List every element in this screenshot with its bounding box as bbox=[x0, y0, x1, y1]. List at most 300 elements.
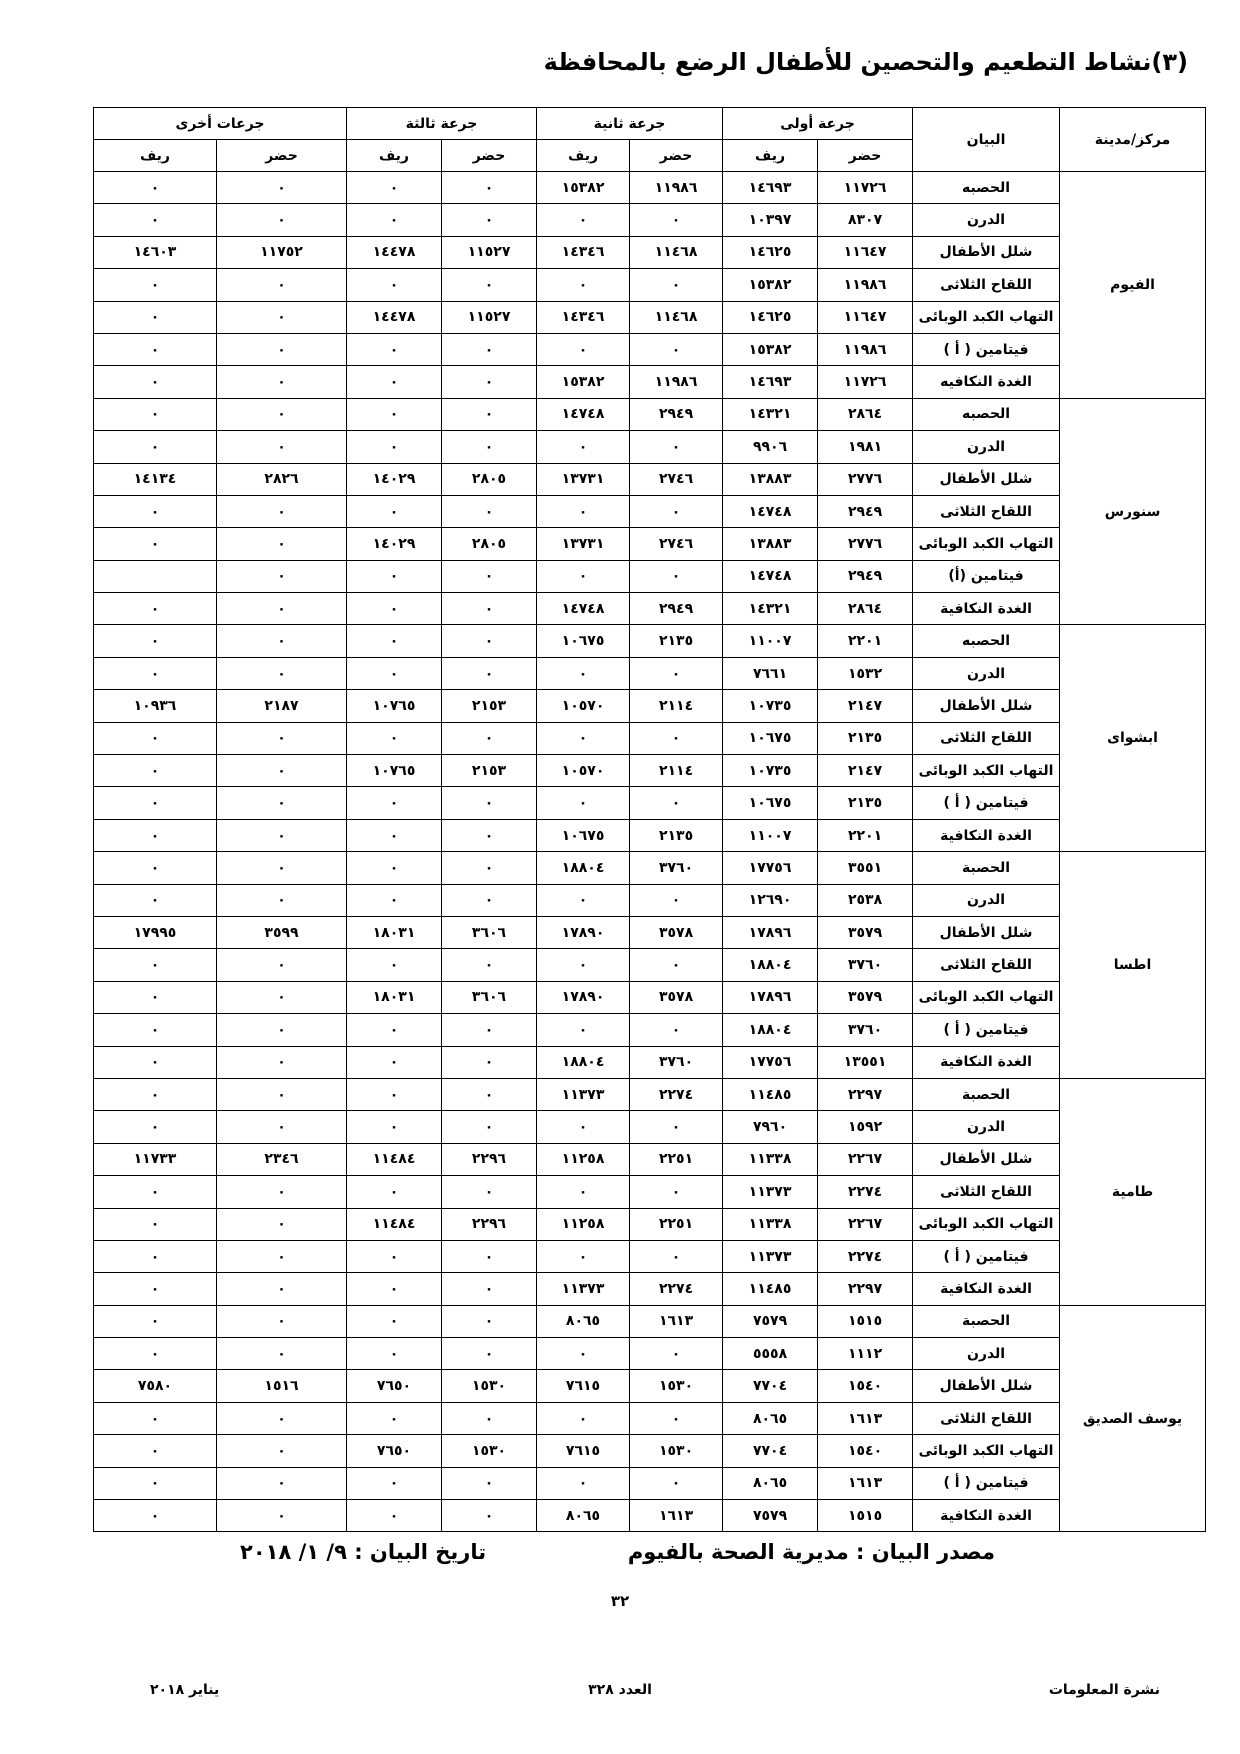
table-row bbox=[94, 755, 1206, 787]
value-cell: ٩٩٠٦ bbox=[723, 431, 818, 463]
value-cell: ٠ bbox=[442, 593, 537, 625]
table-row bbox=[94, 852, 1206, 884]
vaccine-name: الغدة النكافية bbox=[913, 593, 1060, 625]
value-cell: ٢٣٤٦ bbox=[217, 1143, 347, 1175]
value-cell: ١٤٣٢١ bbox=[723, 593, 818, 625]
value-cell: ٧٩٦٠ bbox=[723, 1111, 818, 1143]
header-urban: حضر bbox=[442, 140, 537, 172]
value-cell: ٢٨٠٥ bbox=[442, 528, 537, 560]
value-cell: ٠ bbox=[537, 722, 630, 754]
vaccine-name: شلل الأطفال bbox=[913, 690, 1060, 722]
value-cell: ١٤٧٤٨ bbox=[723, 560, 818, 592]
center-name: ابشواى bbox=[1060, 625, 1206, 852]
table-row bbox=[94, 1338, 1206, 1370]
value-cell: ٠ bbox=[442, 1176, 537, 1208]
value-cell: ١١٦٤٧ bbox=[818, 236, 913, 268]
value-cell: ٢٢٥١ bbox=[630, 1143, 723, 1175]
value-cell: ٠ bbox=[94, 1078, 217, 1110]
value-cell: ٢٩٤٩ bbox=[818, 495, 913, 527]
value-cell: ٠ bbox=[537, 884, 630, 916]
value-cell: ١٤٠٢٩ bbox=[347, 528, 442, 560]
value-cell: ٠ bbox=[217, 1046, 347, 1078]
value-cell: ٢١١٤ bbox=[630, 755, 723, 787]
value-cell: ٠ bbox=[217, 1338, 347, 1370]
value-cell: ١١٩٨٦ bbox=[818, 333, 913, 365]
value-cell: ٠ bbox=[630, 1240, 723, 1272]
value-cell: ٠ bbox=[94, 1240, 217, 1272]
value-cell: ٠ bbox=[94, 1402, 217, 1434]
value-cell: ١١٧٢٦ bbox=[818, 366, 913, 398]
value-cell: ١١٤٨٥ bbox=[723, 1078, 818, 1110]
value-cell: ٠ bbox=[217, 1176, 347, 1208]
value-cell: ٠ bbox=[94, 722, 217, 754]
vaccine-name: اللقاح الثلاثى bbox=[913, 1402, 1060, 1434]
value-cell: ٠ bbox=[94, 1176, 217, 1208]
value-cell: ٣٥٧٨ bbox=[630, 981, 723, 1013]
value-cell: ١٠٧٣٥ bbox=[723, 690, 818, 722]
vaccine-name: فيتامين (أ) bbox=[913, 560, 1060, 592]
value-cell: ٢٨٠٥ bbox=[442, 463, 537, 495]
value-cell: ٠ bbox=[347, 1240, 442, 1272]
header-urban: حضر bbox=[630, 140, 723, 172]
value-cell: ٢٧٤٦ bbox=[630, 528, 723, 560]
value-cell: ٣٥٥١ bbox=[818, 852, 913, 884]
table-row bbox=[94, 269, 1206, 301]
value-cell: ٠ bbox=[442, 172, 537, 204]
value-cell: ١٨٨٠٤ bbox=[723, 949, 818, 981]
value-cell: ٠ bbox=[347, 1046, 442, 1078]
value-cell: ٠ bbox=[347, 657, 442, 689]
value-cell: ٠ bbox=[347, 366, 442, 398]
value-cell: ٢٨٦٤ bbox=[818, 398, 913, 430]
value-cell: ٠ bbox=[217, 301, 347, 333]
value-cell: ٠ bbox=[94, 1467, 217, 1499]
value-cell: ٠ bbox=[442, 366, 537, 398]
header-dose-2: جرعة ثانية bbox=[537, 108, 723, 140]
value-cell: ٠ bbox=[537, 204, 630, 236]
table-row bbox=[94, 236, 1206, 268]
value-cell: ٠ bbox=[217, 625, 347, 657]
value-cell: ٠ bbox=[442, 1338, 537, 1370]
value-cell: ٠ bbox=[217, 269, 347, 301]
value-cell: ٠ bbox=[347, 333, 442, 365]
table-row bbox=[94, 819, 1206, 851]
value-cell: ١٠٣٩٧ bbox=[723, 204, 818, 236]
value-cell: ٢٨٦٤ bbox=[818, 593, 913, 625]
value-cell: ٠ bbox=[442, 398, 537, 430]
value-cell: ١١٥٢٧ bbox=[442, 236, 537, 268]
value-cell: ٢٨٢٦ bbox=[217, 463, 347, 495]
value-cell: ١١٤٨٤ bbox=[347, 1143, 442, 1175]
header-dose-3: جرعة ثالثة bbox=[347, 108, 537, 140]
vaccine-name: الحصبة bbox=[913, 1305, 1060, 1337]
value-cell: ٠ bbox=[442, 657, 537, 689]
value-cell: ٠ bbox=[94, 1208, 217, 1240]
value-cell: ١٦١٣ bbox=[630, 1500, 723, 1532]
value-cell: ٨٠٦٥ bbox=[537, 1305, 630, 1337]
value-cell: ٠ bbox=[217, 787, 347, 819]
value-cell: ١٤٦٢٥ bbox=[723, 301, 818, 333]
table-row bbox=[94, 463, 1206, 495]
value-cell: ٠ bbox=[630, 1176, 723, 1208]
value-cell: ٢١٥٣ bbox=[442, 690, 537, 722]
table-row bbox=[94, 1176, 1206, 1208]
value-cell: ١١٤٨٤ bbox=[347, 1208, 442, 1240]
value-cell: ٠ bbox=[217, 981, 347, 1013]
header-urban: حضر bbox=[217, 140, 347, 172]
value-cell: ١٥١٥ bbox=[818, 1305, 913, 1337]
value-cell: ٠ bbox=[217, 1305, 347, 1337]
value-cell: ٠ bbox=[217, 1208, 347, 1240]
value-cell: ٠ bbox=[442, 1402, 537, 1434]
value-cell: ١١٤٦٨ bbox=[630, 301, 723, 333]
value-cell: ١٩٨١ bbox=[818, 431, 913, 463]
value-cell: ١٥٤٠ bbox=[818, 1370, 913, 1402]
value-cell: ٠ bbox=[217, 1500, 347, 1532]
value-cell: ٧٦١٥ bbox=[537, 1370, 630, 1402]
value-cell: ٠ bbox=[347, 398, 442, 430]
value-cell: ١٤٣٤٦ bbox=[537, 301, 630, 333]
value-cell: ٠ bbox=[217, 884, 347, 916]
table-row bbox=[94, 1370, 1206, 1402]
vaccine-name: التهاب الكبد الوبائى bbox=[913, 755, 1060, 787]
value-cell: ١٤٤٧٨ bbox=[347, 301, 442, 333]
value-cell: ٧٦٦١ bbox=[723, 657, 818, 689]
value-cell: ٠ bbox=[94, 1435, 217, 1467]
header-dose-1: جرعة أولى bbox=[723, 108, 913, 140]
value-cell: ١٥٣٢ bbox=[818, 657, 913, 689]
value-cell: ١١٩٨٦ bbox=[630, 366, 723, 398]
footer-issue: العدد ٣٢٨ bbox=[588, 1682, 652, 1698]
value-cell: ٠ bbox=[630, 269, 723, 301]
value-cell: ٠ bbox=[217, 593, 347, 625]
value-cell: ٠ bbox=[217, 1240, 347, 1272]
table-row bbox=[94, 1467, 1206, 1499]
value-cell: ١٤٦٢٥ bbox=[723, 236, 818, 268]
value-cell: ٠ bbox=[217, 204, 347, 236]
value-cell: ٠ bbox=[442, 787, 537, 819]
table-row bbox=[94, 1014, 1206, 1046]
value-cell: ٣٥٧٩ bbox=[818, 981, 913, 1013]
value-cell: ٠ bbox=[94, 495, 217, 527]
value-cell: ٢٩٤٩ bbox=[630, 398, 723, 430]
header-rural: ريف bbox=[537, 140, 630, 172]
value-cell: ٠ bbox=[442, 949, 537, 981]
value-cell: ١٤٧٤٨ bbox=[723, 495, 818, 527]
value-cell: ٠ bbox=[537, 949, 630, 981]
value-cell: ٠ bbox=[347, 1500, 442, 1532]
value-cell: ٠ bbox=[442, 884, 537, 916]
table-row bbox=[94, 398, 1206, 430]
value-cell: ١٠٥٧٠ bbox=[537, 755, 630, 787]
value-cell: ٠ bbox=[442, 1078, 537, 1110]
value-cell: ١٤١٣٤ bbox=[94, 463, 217, 495]
value-cell: ٠ bbox=[537, 1338, 630, 1370]
table-row bbox=[94, 560, 1206, 592]
value-cell: ١٧٨٩٠ bbox=[537, 916, 630, 948]
value-cell: ١٧٧٥٦ bbox=[723, 1046, 818, 1078]
value-cell: ١٥٣٠ bbox=[630, 1435, 723, 1467]
value-cell: ٠ bbox=[94, 301, 217, 333]
value-cell: ٠ bbox=[347, 1338, 442, 1370]
value-cell: ٠ bbox=[442, 204, 537, 236]
value-cell: ٣٦٠٦ bbox=[442, 981, 537, 1013]
value-cell: ٠ bbox=[217, 398, 347, 430]
vaccine-name: الغدة النكافيه bbox=[913, 366, 1060, 398]
value-cell: ٠ bbox=[217, 431, 347, 463]
vaccine-name: الحصبه bbox=[913, 172, 1060, 204]
value-cell: ١١٦٤٧ bbox=[818, 301, 913, 333]
value-cell: ٠ bbox=[217, 1111, 347, 1143]
value-cell: ٠ bbox=[94, 1046, 217, 1078]
value-cell: ٠ bbox=[630, 657, 723, 689]
value-cell: ٧٦٥٠ bbox=[347, 1370, 442, 1402]
value-cell: ٠ bbox=[537, 560, 630, 592]
value-cell: ١١٤٦٨ bbox=[630, 236, 723, 268]
value-cell: ٠ bbox=[94, 1305, 217, 1337]
value-cell: ٢١٣٥ bbox=[630, 819, 723, 851]
value-cell: ٠ bbox=[442, 560, 537, 592]
value-cell: ٣٦٠٦ bbox=[442, 916, 537, 948]
value-cell: ٢٢٠١ bbox=[818, 625, 913, 657]
value-cell: ٠ bbox=[94, 333, 217, 365]
table-row bbox=[94, 1500, 1206, 1532]
vaccine-name: الحصبه bbox=[913, 625, 1060, 657]
header-row-doses bbox=[94, 108, 1206, 140]
value-cell: ٠ bbox=[94, 431, 217, 463]
value-cell: ١٧٧٥٦ bbox=[723, 852, 818, 884]
value-cell: ٨٠٦٥ bbox=[723, 1467, 818, 1499]
value-cell: ٠ bbox=[217, 657, 347, 689]
value-cell: ٠ bbox=[442, 431, 537, 463]
value-cell: ٢٢٩٦ bbox=[442, 1208, 537, 1240]
vaccine-name: التهاب الكبد الوبائى bbox=[913, 1435, 1060, 1467]
value-cell: ٠ bbox=[94, 949, 217, 981]
value-cell: ١١٧٥٢ bbox=[217, 236, 347, 268]
value-cell: ٥٥٥٨ bbox=[723, 1338, 818, 1370]
value-cell: ٠ bbox=[94, 819, 217, 851]
table-row bbox=[94, 204, 1206, 236]
value-cell: ٢١٥٣ bbox=[442, 755, 537, 787]
value-cell: ١١٥٢٧ bbox=[442, 301, 537, 333]
value-cell: ١٣٥٥١ bbox=[818, 1046, 913, 1078]
vaccine-name: التهاب الكبد الوبائى bbox=[913, 981, 1060, 1013]
value-cell: ٣٥٧٩ bbox=[818, 916, 913, 948]
value-cell: ٢١٨٧ bbox=[217, 690, 347, 722]
date-note: تاريخ البيان : ٩/ ١/ ٢٠١٨ bbox=[240, 1540, 487, 1564]
value-cell: ٠ bbox=[630, 204, 723, 236]
table-row bbox=[94, 1143, 1206, 1175]
table-row bbox=[94, 1435, 1206, 1467]
value-cell: ٠ bbox=[347, 787, 442, 819]
center-name: سنورس bbox=[1060, 398, 1206, 625]
value-cell: ١٥٩٢ bbox=[818, 1111, 913, 1143]
value-cell: ٠ bbox=[94, 1273, 217, 1305]
value-cell: ٣٥٧٨ bbox=[630, 916, 723, 948]
value-cell: ١٧٨٩٦ bbox=[723, 916, 818, 948]
value-cell: ٠ bbox=[630, 884, 723, 916]
center-name: طامية bbox=[1060, 1078, 1206, 1305]
value-cell: ١١٣٧٣ bbox=[537, 1273, 630, 1305]
value-cell: ١٠٩٣٦ bbox=[94, 690, 217, 722]
value-cell: ٠ bbox=[442, 333, 537, 365]
value-cell: ٠ bbox=[347, 204, 442, 236]
value-cell: ٠ bbox=[94, 1338, 217, 1370]
value-cell: ٠ bbox=[347, 625, 442, 657]
vaccine-name: شلل الأطفال bbox=[913, 463, 1060, 495]
value-cell: ٨٣٠٧ bbox=[818, 204, 913, 236]
value-cell: ٠ bbox=[442, 1240, 537, 1272]
value-cell: ١٥٣٠ bbox=[442, 1435, 537, 1467]
table-row bbox=[94, 366, 1206, 398]
value-cell: ٢٢٠١ bbox=[818, 819, 913, 851]
vaccine-name: التهاب الكبد الوبائى bbox=[913, 1208, 1060, 1240]
value-cell: ٠ bbox=[94, 884, 217, 916]
value-cell: ١٥٣٠ bbox=[442, 1370, 537, 1402]
value-cell: ٠ bbox=[347, 852, 442, 884]
value-cell: ٠ bbox=[347, 593, 442, 625]
vaccine-name: فيتامين ( أ ) bbox=[913, 1014, 1060, 1046]
table-row bbox=[94, 981, 1206, 1013]
value-cell: ٠ bbox=[537, 431, 630, 463]
value-cell: ١١٣٧٣ bbox=[723, 1176, 818, 1208]
value-cell: ٠ bbox=[630, 495, 723, 527]
value-cell: ١٥٣٠ bbox=[630, 1370, 723, 1402]
vaccine-name: شلل الأطفال bbox=[913, 916, 1060, 948]
header-urban: حضر bbox=[818, 140, 913, 172]
header-dose-other: جرعات أخرى bbox=[94, 108, 347, 140]
value-cell: ٧٦١٥ bbox=[537, 1435, 630, 1467]
value-cell: ٠ bbox=[630, 1014, 723, 1046]
value-cell: ٢١٣٥ bbox=[630, 625, 723, 657]
value-cell: ١٦١٣ bbox=[818, 1467, 913, 1499]
value-cell: ٠ bbox=[94, 755, 217, 787]
value-cell: ٢١٣٥ bbox=[818, 722, 913, 754]
value-cell: ١٠٧٦٥ bbox=[347, 690, 442, 722]
table-row bbox=[94, 625, 1206, 657]
value-cell: ١٠٥٧٠ bbox=[537, 690, 630, 722]
value-cell: ١١٤٨٥ bbox=[723, 1273, 818, 1305]
value-cell: ٠ bbox=[442, 1111, 537, 1143]
value-cell: ٠ bbox=[94, 1500, 217, 1532]
table-row bbox=[94, 657, 1206, 689]
value-cell: ٠ bbox=[217, 366, 347, 398]
value-cell: ٠ bbox=[94, 1111, 217, 1143]
value-cell: ٧٧٠٤ bbox=[723, 1370, 818, 1402]
value-cell: ١٠٦٧٥ bbox=[537, 819, 630, 851]
value-cell: ١٣٧٣١ bbox=[537, 528, 630, 560]
value-cell: ١١٧٣٣ bbox=[94, 1143, 217, 1175]
table-row bbox=[94, 1078, 1206, 1110]
value-cell: ١٨٨٠٤ bbox=[537, 852, 630, 884]
vaccine-name: الحصبة bbox=[913, 852, 1060, 884]
value-cell: ١٧٨٩٦ bbox=[723, 981, 818, 1013]
center-name: الفيوم bbox=[1060, 172, 1206, 399]
value-cell: ٠ bbox=[347, 1176, 442, 1208]
value-cell: ٠ bbox=[537, 1111, 630, 1143]
value-cell: ٠ bbox=[442, 1046, 537, 1078]
value-cell: ١٥١٦ bbox=[217, 1370, 347, 1402]
value-cell: ٠ bbox=[442, 1273, 537, 1305]
value-cell: ٢٢٩٦ bbox=[442, 1143, 537, 1175]
value-cell: ٢٧٧٦ bbox=[818, 528, 913, 560]
value-cell: ١٧٩٩٥ bbox=[94, 916, 217, 948]
value-cell: ١٦١٣ bbox=[818, 1402, 913, 1434]
value-cell: ٢٢٧٤ bbox=[630, 1078, 723, 1110]
vaccine-name: الدرن bbox=[913, 1111, 1060, 1143]
value-cell: ١١٠٠٧ bbox=[723, 819, 818, 851]
value-cell: ٠ bbox=[347, 1078, 442, 1110]
value-cell: ٠ bbox=[94, 657, 217, 689]
value-cell: ٠ bbox=[347, 1111, 442, 1143]
value-cell: ٧٥٨٠ bbox=[94, 1370, 217, 1402]
value-cell: ١٣٨٨٣ bbox=[723, 528, 818, 560]
vaccine-name: التهاب الكبد الوبائى bbox=[913, 301, 1060, 333]
value-cell: ٠ bbox=[347, 1014, 442, 1046]
value-cell: ٠ bbox=[94, 528, 217, 560]
value-cell: ٠ bbox=[217, 172, 347, 204]
value-cell: ٢٢٦٧ bbox=[818, 1143, 913, 1175]
table-row bbox=[94, 1208, 1206, 1240]
value-cell: ١٤٦٠٣ bbox=[94, 236, 217, 268]
value-cell: ٠ bbox=[347, 269, 442, 301]
footer-publication: نشرة المعلومات bbox=[1048, 1682, 1160, 1698]
vaccine-name: الدرن bbox=[913, 884, 1060, 916]
center-name: اطسا bbox=[1060, 852, 1206, 1079]
value-cell: ١٧٨٩٠ bbox=[537, 981, 630, 1013]
value-cell: ٠ bbox=[94, 172, 217, 204]
value-cell: ٠ bbox=[217, 1402, 347, 1434]
value-cell: ٠ bbox=[347, 495, 442, 527]
value-cell: ٠ bbox=[347, 884, 442, 916]
value-cell: ٠ bbox=[442, 1014, 537, 1046]
value-cell: ٠ bbox=[347, 722, 442, 754]
value-cell: ٠ bbox=[630, 1338, 723, 1370]
value-cell: ٣٧٦٠ bbox=[818, 949, 913, 981]
vaccine-name: اللقاح الثلاثى bbox=[913, 722, 1060, 754]
center-name: يوسف الصديق bbox=[1060, 1305, 1206, 1532]
value-cell: ٠ bbox=[630, 722, 723, 754]
value-cell: ٠ bbox=[217, 1273, 347, 1305]
table-row bbox=[94, 333, 1206, 365]
value-cell: ١٠٧٦٥ bbox=[347, 755, 442, 787]
value-cell: ١٤٠٢٩ bbox=[347, 463, 442, 495]
value-cell: ٠ bbox=[217, 560, 347, 592]
value-cell: ٠ bbox=[217, 495, 347, 527]
value-cell: ٢٩٤٩ bbox=[630, 593, 723, 625]
value-cell: ١٢٦٩٠ bbox=[723, 884, 818, 916]
table-body bbox=[94, 172, 1206, 1532]
value-cell: ١١٣٣٨ bbox=[723, 1208, 818, 1240]
table-row bbox=[94, 722, 1206, 754]
value-cell: ٠ bbox=[94, 1014, 217, 1046]
value-cell: ٠ bbox=[537, 1467, 630, 1499]
table-row bbox=[94, 1402, 1206, 1434]
value-cell: ٠ bbox=[217, 819, 347, 851]
value-cell: ٠ bbox=[442, 852, 537, 884]
vaccine-name: اللقاح الثلاثى bbox=[913, 269, 1060, 301]
value-cell: ٠ bbox=[217, 755, 347, 787]
value-cell: ١٤٤٧٨ bbox=[347, 236, 442, 268]
value-cell: ٠ bbox=[537, 657, 630, 689]
value-cell: ٠ bbox=[537, 333, 630, 365]
table-row bbox=[94, 1111, 1206, 1143]
value-cell: ٠ bbox=[94, 852, 217, 884]
vaccine-name: فيتامين ( أ ) bbox=[913, 333, 1060, 365]
value-cell: ٠ bbox=[217, 333, 347, 365]
value-cell: ١٥٣٨٢ bbox=[537, 366, 630, 398]
vaccine-name: شلل الأطفال bbox=[913, 1370, 1060, 1402]
